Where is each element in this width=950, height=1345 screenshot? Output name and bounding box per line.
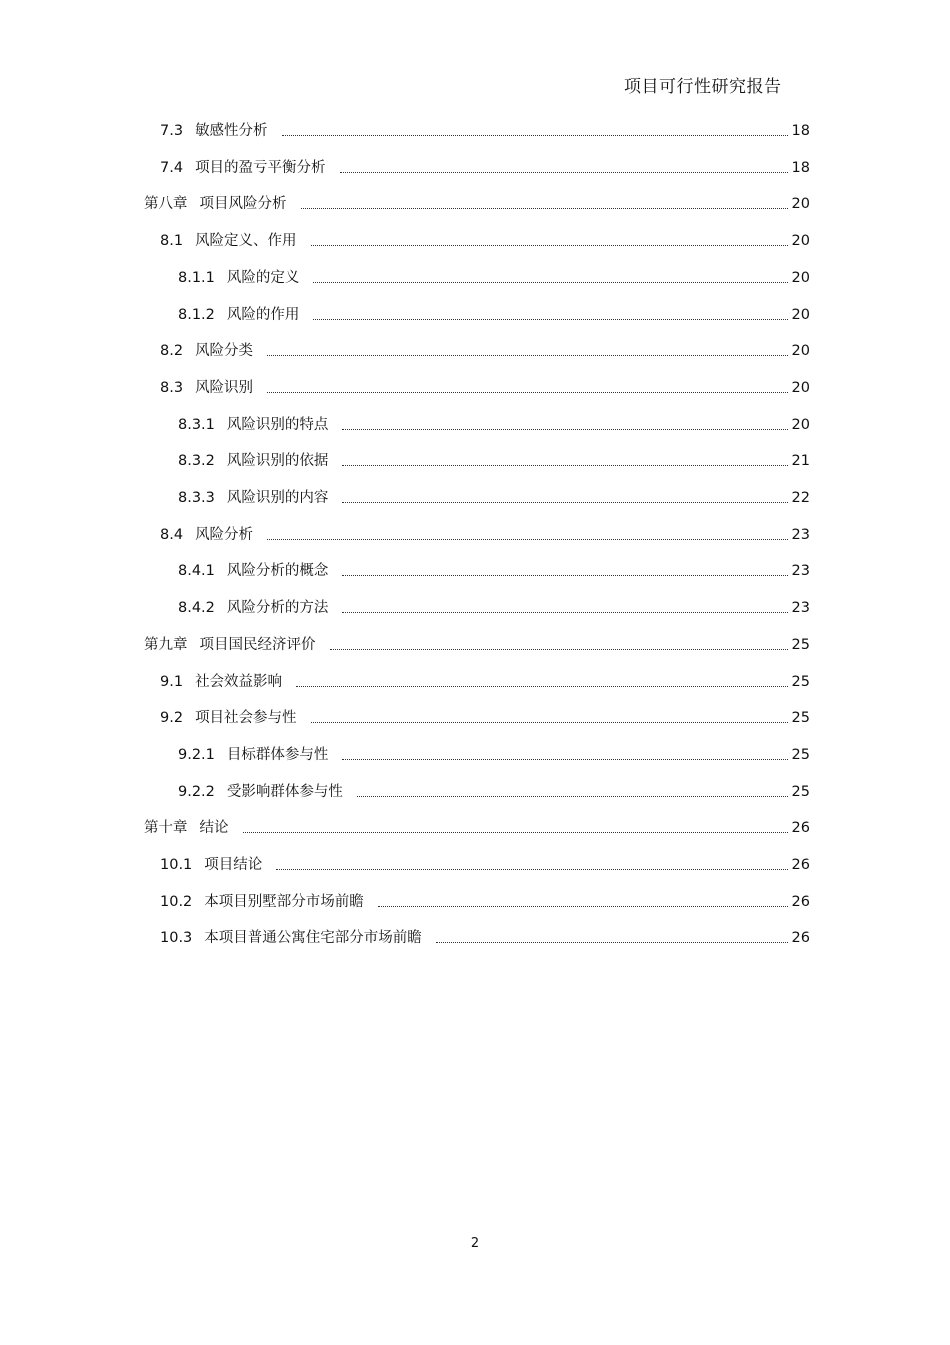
toc-entry-page: 25 [791, 784, 810, 800]
toc-entry[interactable] [160, 927, 810, 949]
toc-entry-number: 8.2 [160, 343, 184, 359]
toc-entry-number: 10.2 [160, 894, 193, 910]
toc-entry-number: 8.4.1 [178, 563, 215, 579]
toc-dot-leader [313, 318, 787, 320]
toc-entry-page: 23 [791, 527, 810, 543]
toc-entry-number: 8.3.2 [178, 453, 215, 469]
toc-dot-leader [342, 758, 787, 760]
toc-dot-leader [436, 941, 788, 943]
toc-entry[interactable] [160, 891, 810, 913]
toc-entry[interactable] [160, 524, 810, 546]
toc-entry[interactable] [178, 267, 810, 289]
toc-dot-leader [342, 464, 787, 466]
toc-entry-title: 风险识别的依据 [226, 453, 329, 469]
toc-entry[interactable] [178, 744, 810, 766]
toc-entry[interactable] [160, 707, 810, 729]
toc-entry-page: 25 [791, 674, 810, 690]
toc-entry[interactable] [160, 157, 810, 179]
toc-dot-leader [340, 171, 788, 173]
toc-entry-page: 20 [791, 307, 810, 323]
toc-dot-leader [267, 538, 787, 540]
toc-entry[interactable] [160, 340, 810, 362]
toc-dot-leader [342, 428, 787, 430]
toc-entry-page: 21 [791, 453, 810, 469]
document-header-title: 项目可行性研究报告 [624, 77, 782, 97]
toc-entry-title: 目标群体参与性 [226, 747, 329, 763]
toc-entry[interactable] [178, 560, 810, 582]
toc-entry-title: 结论 [199, 820, 229, 836]
toc-dot-leader [276, 868, 787, 870]
toc-entry[interactable] [178, 781, 810, 803]
toc-entry-title: 项目风险分析 [199, 196, 287, 212]
toc-entry-number: 第九章 [144, 637, 188, 653]
toc-entry-page: 20 [791, 233, 810, 249]
toc-entry-number: 8.1 [160, 233, 184, 249]
toc-entry-page: 26 [791, 894, 810, 910]
toc-entry-title: 敏感性分析 [195, 123, 268, 139]
toc-entry-number: 7.4 [160, 160, 184, 176]
toc-entry[interactable] [160, 854, 810, 876]
toc-dot-leader [342, 501, 787, 503]
toc-entry-title: 风险识别 [195, 380, 254, 396]
toc-entry[interactable] [178, 450, 810, 472]
toc-entry-page: 18 [791, 123, 810, 139]
toc-entry-title: 风险的作用 [226, 307, 300, 323]
toc-entry-page: 20 [791, 270, 810, 286]
toc-entry-number: 9.2.1 [178, 747, 215, 763]
toc-entry[interactable] [178, 414, 810, 436]
toc-entry-page: 23 [791, 600, 810, 616]
toc-dot-leader [301, 207, 788, 209]
toc-entry[interactable] [160, 120, 810, 142]
toc-entry-page: 26 [791, 857, 810, 873]
toc-entry-number: 10.1 [160, 857, 193, 873]
toc-entry-page: 23 [791, 563, 810, 579]
toc-dot-leader [378, 905, 788, 907]
toc-entry-page: 26 [791, 930, 810, 946]
toc-entry-page: 20 [791, 343, 810, 359]
toc-entry-title: 项目的盈亏平衡分析 [195, 160, 326, 176]
toc-entry[interactable] [144, 193, 810, 215]
toc-entry-page: 20 [791, 380, 810, 396]
toc-entry-page: 25 [791, 710, 810, 726]
toc-dot-leader [342, 611, 787, 613]
toc-entry-number: 9.1 [160, 674, 184, 690]
toc-entry-number: 8.4 [160, 527, 184, 543]
toc-dot-leader [243, 831, 788, 833]
toc-entry-number: 8.3.1 [178, 417, 215, 433]
toc-entry-number: 7.3 [160, 123, 184, 139]
toc-entry-number: 第八章 [144, 196, 188, 212]
toc-entry-number: 8.1.2 [178, 307, 215, 323]
toc-entry-page: 18 [791, 160, 810, 176]
toc-entry-number: 9.2.2 [178, 784, 215, 800]
toc-dot-leader [267, 391, 787, 393]
toc-dot-leader [357, 795, 788, 797]
toc-entry-number: 8.3.3 [178, 490, 215, 506]
toc-entry-number: 第十章 [144, 820, 188, 836]
page-number: 2 [470, 1236, 480, 1251]
toc-entry-page: 22 [791, 490, 810, 506]
toc-entry[interactable] [160, 671, 810, 693]
toc-entry-title: 风险分类 [195, 343, 254, 359]
toc-entry[interactable] [144, 634, 810, 656]
toc-entry-title: 风险识别的内容 [226, 490, 329, 506]
toc-entry-title: 风险定义、作用 [195, 233, 297, 249]
toc-entry-title: 项目结论 [204, 857, 263, 873]
toc-entry-page: 25 [791, 637, 810, 653]
toc-entry[interactable] [178, 597, 810, 619]
toc-dot-leader [296, 685, 787, 687]
toc-entry-number: 8.3 [160, 380, 184, 396]
toc-entry-page: 20 [791, 417, 810, 433]
toc-dot-leader [311, 721, 788, 723]
toc-entry-page: 20 [791, 196, 810, 212]
toc-entry-title: 风险分析的概念 [226, 563, 329, 579]
toc-entry[interactable] [160, 230, 810, 252]
toc-entry-title: 项目国民经济评价 [199, 637, 316, 653]
toc-entry-title: 本项目别墅部分市场前瞻 [204, 894, 364, 910]
toc-entry-title: 风险的定义 [226, 270, 300, 286]
toc-entry-number: 9.2 [160, 710, 184, 726]
toc-dot-leader [330, 648, 788, 650]
toc-dot-leader [282, 134, 788, 136]
toc-entry[interactable] [144, 817, 810, 839]
toc-dot-leader [342, 574, 787, 576]
toc-entry[interactable] [178, 304, 810, 326]
toc-entry-page: 25 [791, 747, 810, 763]
toc-entry-title: 社会效益影响 [195, 674, 283, 690]
toc-entry[interactable] [178, 487, 810, 509]
toc-dot-leader [311, 244, 788, 246]
toc-entry-number: 8.1.1 [178, 270, 215, 286]
toc-entry-number: 8.4.2 [178, 600, 215, 616]
toc-entry-title: 本项目普通公寓住宅部分市场前瞻 [204, 930, 422, 946]
toc-entry-page: 26 [791, 820, 810, 836]
toc-entry-title: 风险识别的特点 [226, 417, 329, 433]
toc-entry-title: 风险分析的方法 [226, 600, 329, 616]
toc-entry[interactable] [160, 377, 810, 399]
toc-entry-title: 项目社会参与性 [195, 710, 297, 726]
toc-entry-title: 受影响群体参与性 [226, 784, 343, 800]
toc-entry-number: 10.3 [160, 930, 193, 946]
toc-dot-leader [313, 281, 787, 283]
toc-entry-title: 风险分析 [195, 527, 254, 543]
toc-dot-leader [267, 354, 787, 356]
